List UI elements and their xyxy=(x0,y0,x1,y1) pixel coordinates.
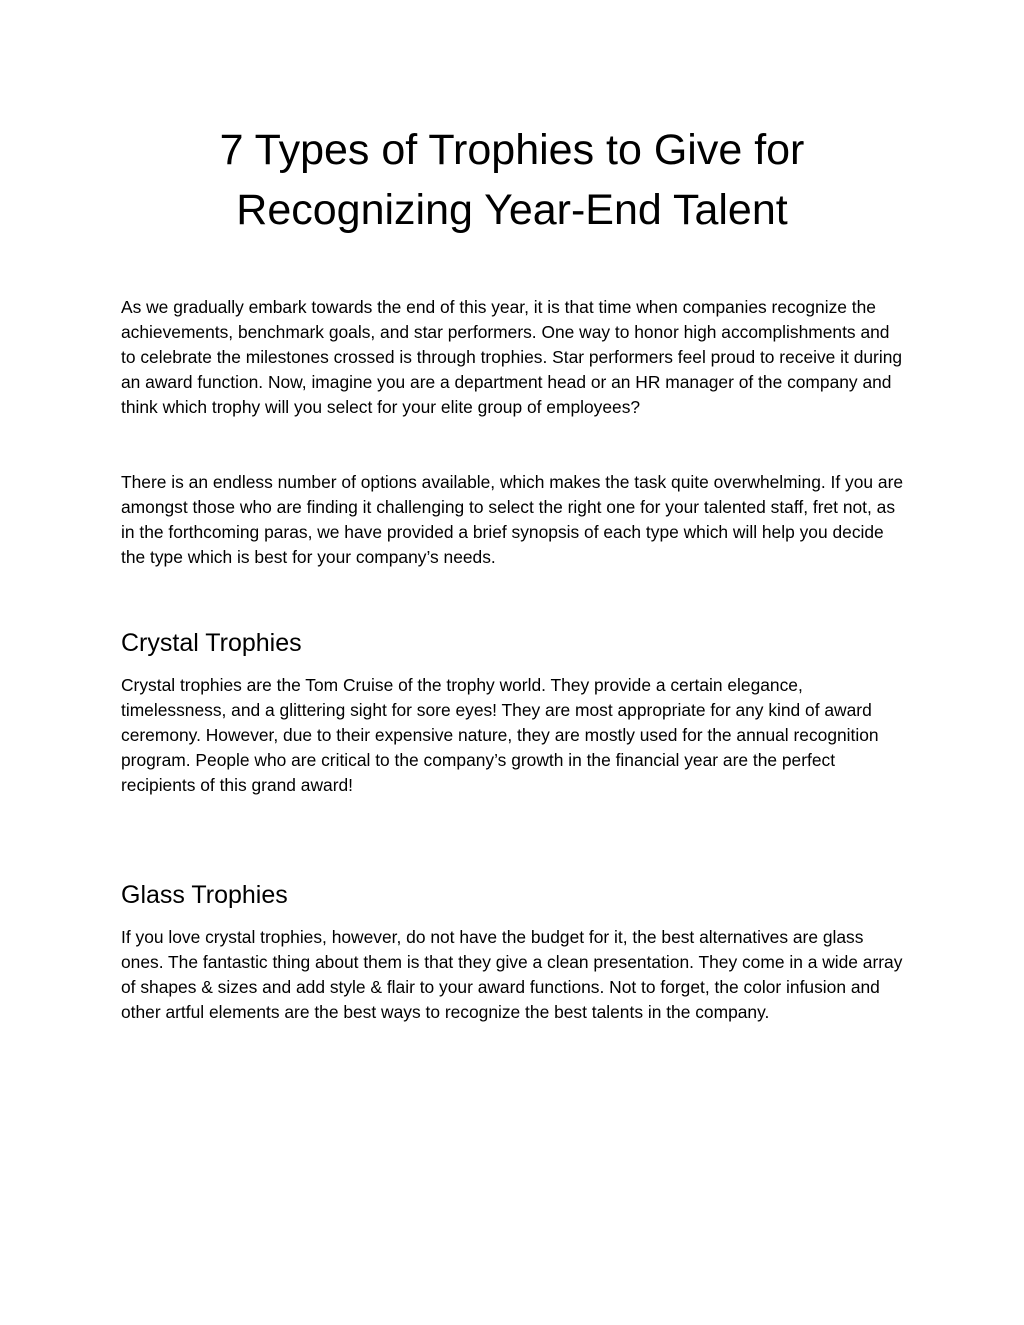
section-body-glass-trophies: If you love crystal trophies, however, do not have the budget for it, the best alternatives are glass ones. The fantastic thing about them is that they give a clean presentation. They come in a wide array of shapes & sizes and add style & flair to your award functions. Not to forget, the color infusion and other artful elements are the best ways to recognize the best talents in the company. xyxy=(121,927,903,1023)
title-line-1: 7 Types of Trophies to Give for xyxy=(219,126,805,174)
section-body-crystal-trophies: Crystal trophies are the Tom Cruise of the trophy world. They provide a certain elegance, timelessness, and a glittering sight for sore eyes! They are most appropriate for any kind of award ceremony. However, due to their expensive nature, they are mostly used for the annual recognition program. People who are critical to the company’s growth in the financial year are the perfect recipients of this grand award! xyxy=(121,675,879,796)
intro-paragraph-2: There is an endless number of options available, which makes the task quite overwhelming. If you are amongst those who are finding it challenging to select the right one for your talented staff, fret not, as in the forthcoming paras, we have provided a brief synopsis of each type which will help you decide the type which is best for your company’s needs. xyxy=(121,472,904,568)
document-title xyxy=(120,120,904,240)
title-line-2: Recognizing Year-End Talent xyxy=(236,186,788,234)
section-heading-crystal-trophies: Crystal Trophies xyxy=(121,629,302,657)
intro-paragraph-1: As we gradually embark towards the end of this year, it is that time when companies recognize the achievements, benchmark goals, and star performers. One way to honor high accomplishments and to celebrate the milestones crossed is through trophies. Star performers feel proud to receive it during an award function. Now, imagine you are a department head or an HR manager of the company and think which trophy will you select for your elite group of employees? xyxy=(121,297,903,418)
section-heading-glass-trophies: Glass Trophies xyxy=(121,881,288,909)
